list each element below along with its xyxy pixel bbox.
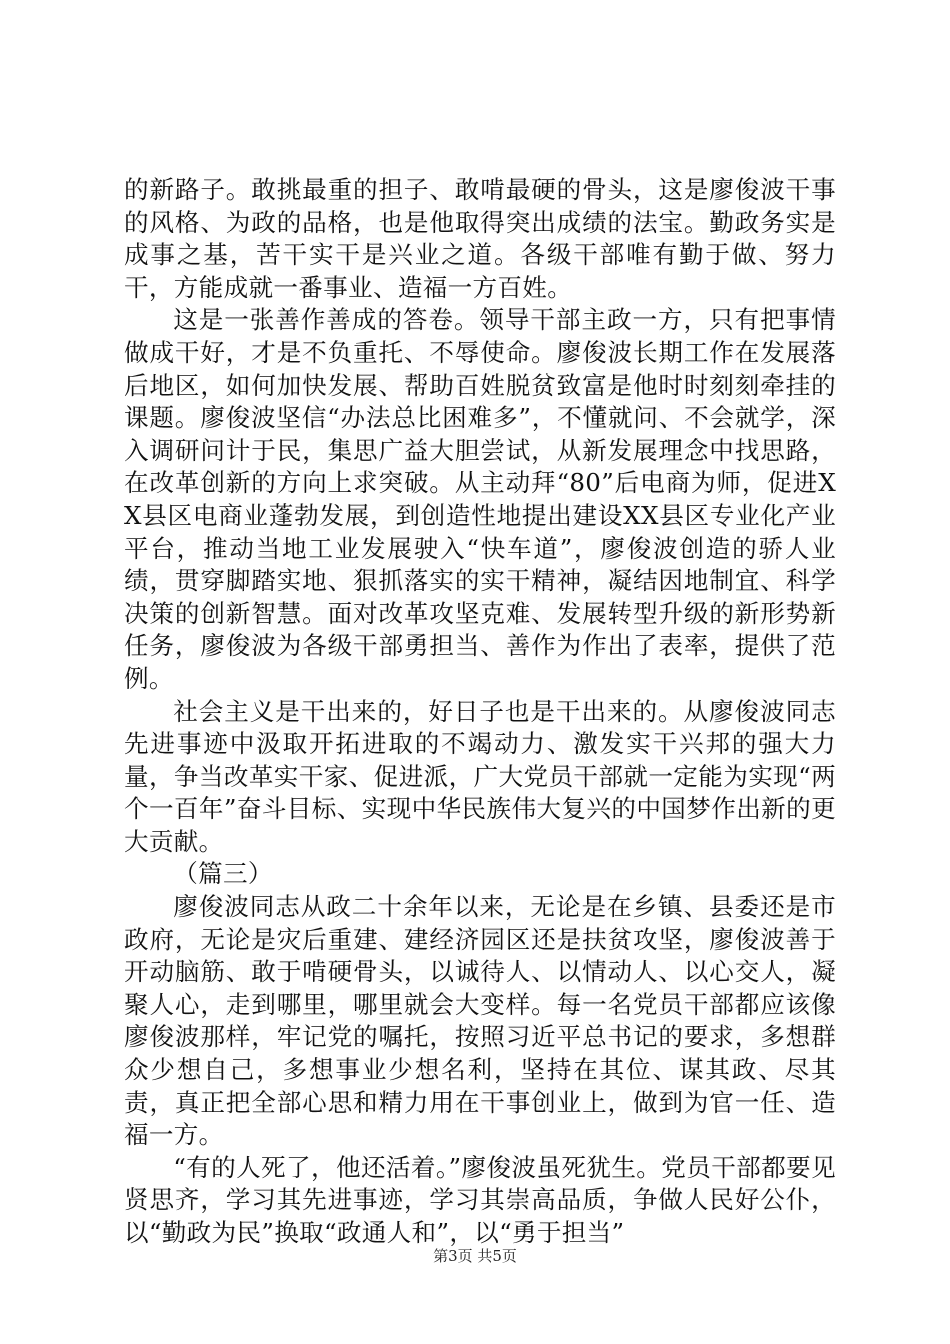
paragraph-2: 这是一张善作善成的答卷。领导干部主政一方，只有把事情做成干好，才是不负重托、不辱使命。廖俊波长期工作在发展落后地区，如何加快发展、帮助百姓脱贫致富是他时时刻刻牵挂的课题。廖俊波坚信“办法总比困难多”，不懂就问、不会就学，深入调研问计于民，集思广益大胆尝试，从新发展理念中找思路，在改革创新的方向上求突破。从主动拜“80”后电商为师，促进XX县区电商业蓬勃发展，到创造性地提出建设XX县区专业化产业平台，推动当地工业发展驶入“快车道”，廖俊波创造的骄人业绩，贯穿脚踏实地、狠抓落实的实干精神，凝结因地制宜、科学决策的创新智慧。面对改革攻坚克难、发展转型升级的新形势新任务，廖俊波为各级干部勇担当、善作为作出了表率，提供了范例。	[124, 305, 836, 693]
section-heading: （篇三）	[173, 859, 273, 889]
paragraph-3: 社会主义是干出来的，好日子也是干出来的。从廖俊波同志先进事迹中汲取开拓进取的不竭动力、激发实干兴邦的强大力量，争当改革实干家、促进派，广大党员干部就一定能为实现“两个一百年”奋斗目标、实现中华民族伟大复兴的中国梦作出新的更大贡献。	[124, 696, 836, 856]
paragraph-4: 廖俊波同志从政二十余年以来，无论是在乡镇、县委还是市政府，无论是灾后重建、建经济园区还是扶贫攻坚，廖俊波善于开动脑筋、敢于啃硬骨头，以诚待人、以情动人、以心交人，凝聚人心，走到哪里，哪里就会大变样。每一名党员干部都应该像廖俊波那样，牢记党的嘱托，按照习近平总书记的要求，多想群众少想自己，多想事业少想名利，坚持在其位、谋其政、尽其责，真正把全部心思和精力用在干事创业上，做到为官一任、造福一方。	[124, 892, 836, 1150]
page-footer: 第3页 共5页	[433, 1247, 517, 1265]
document-body	[124, 174, 836, 1250]
paragraph-5: “有的人死了，他还活着。”廖俊波虽死犹生。党员干部都要见贤思齐，学习其先进事迹，学习其崇高品质，争做人民好公仆，以“勤政为民”换取“政通人和”，以“勇于担当”	[124, 1152, 836, 1247]
paragraph-1: 的新路子。敢挑最重的担子、敢啃最硬的骨头，这是廖俊波干事的风格、为政的品格，也是他取得突出成绩的法宝。勤政务实是成事之基，苦干实干是兴业之道。各级干部唯有勤于做、努力干，方能成就一番事业、造福一方百姓。	[124, 175, 836, 302]
